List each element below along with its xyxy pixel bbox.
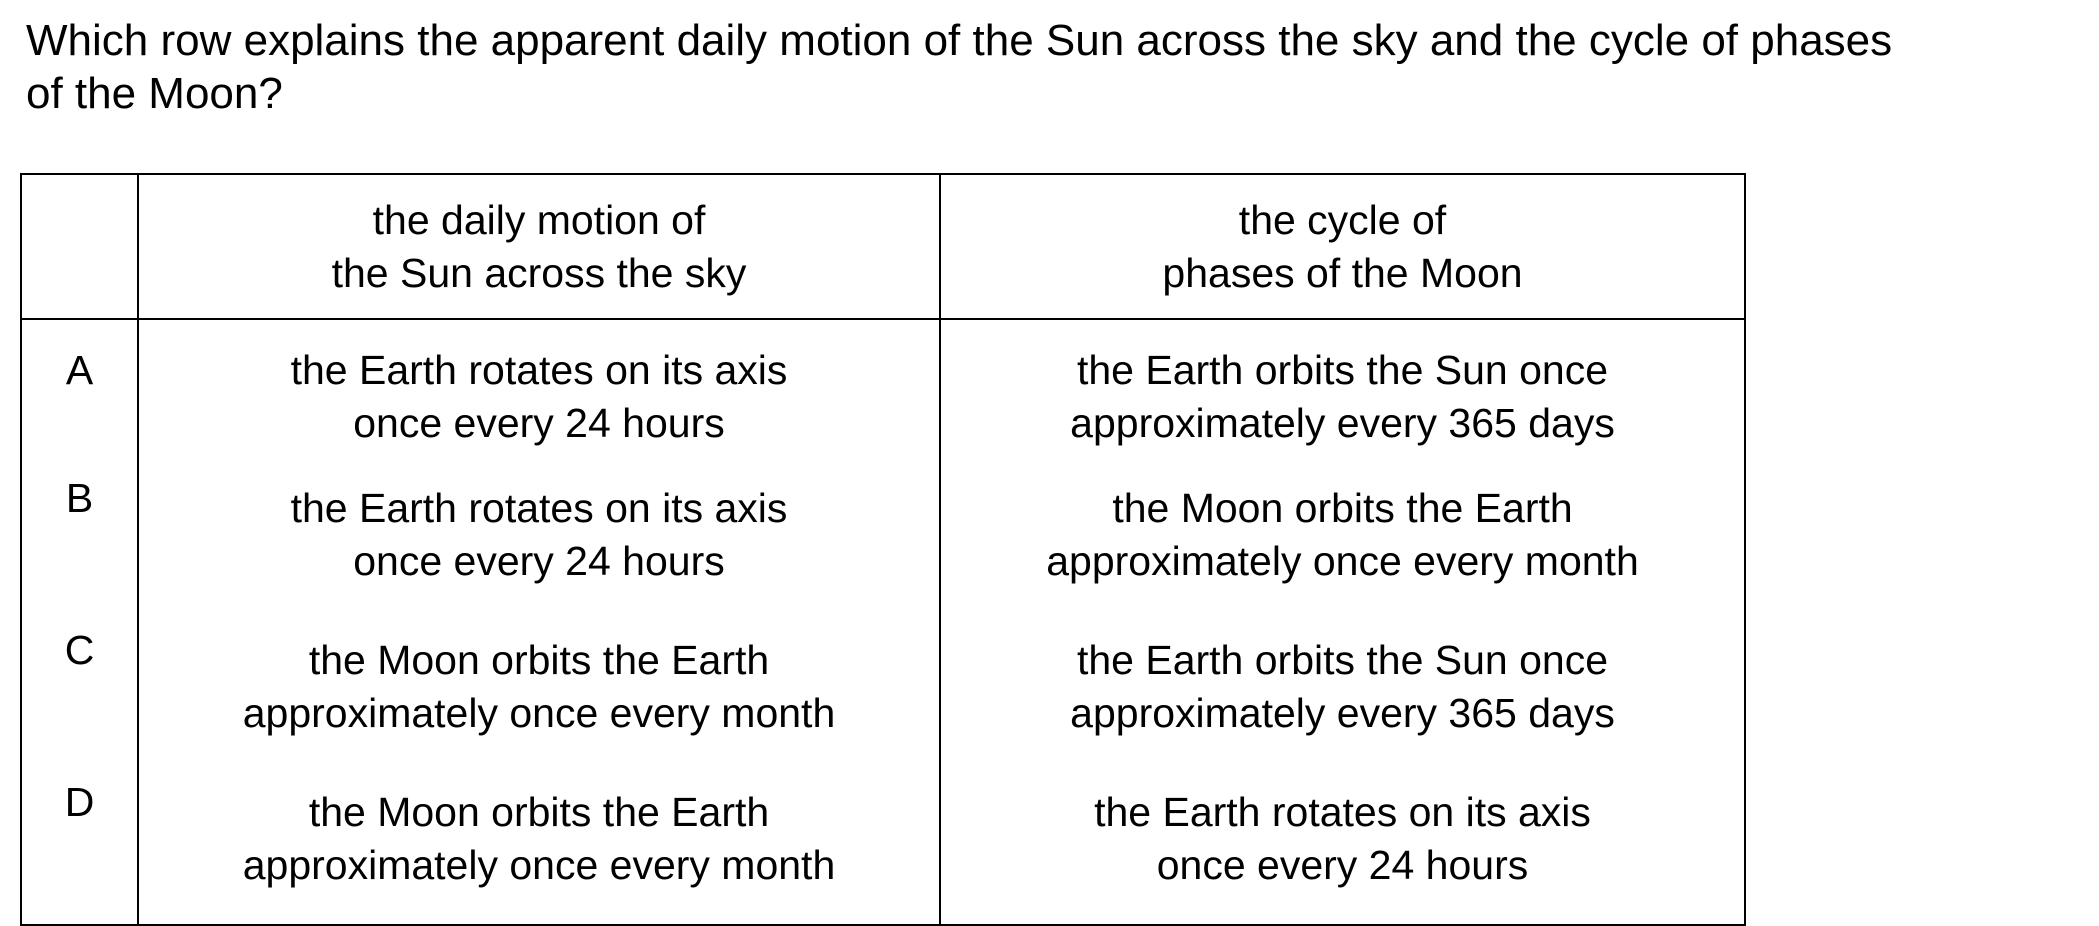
option-letter-d: D bbox=[21, 776, 138, 925]
row-d-moon-phases-line-1: the Earth rotates on its axis bbox=[1094, 789, 1591, 835]
row-d-moon-phases-line-2: once every 24 hours bbox=[1156, 842, 1529, 888]
row-b-moon-phases-line-2: approximately once every month bbox=[1046, 538, 1639, 584]
row-b-daily-motion-line-1: the Earth rotates on its axis bbox=[290, 485, 788, 531]
header-daily-motion-line-1: the daily motion of bbox=[372, 196, 706, 243]
header-moon-phases-line-1: the cycle of bbox=[1238, 196, 1447, 243]
option-letter-b: B bbox=[21, 472, 138, 624]
row-b-daily-motion-line-2: once every 24 hours bbox=[353, 538, 725, 584]
row-a-daily-motion-line-2: once every 24 hours bbox=[353, 400, 725, 446]
answer-table bbox=[20, 173, 1746, 926]
table-row-a bbox=[21, 319, 1745, 472]
table-row-b bbox=[21, 472, 1745, 624]
row-a-moon-phases-line-2: approximately every 365 days bbox=[1070, 400, 1615, 446]
row-a-daily-motion-line-1: the Earth rotates on its axis bbox=[290, 347, 788, 393]
row-d-daily-motion-line-2: approximately once every month bbox=[242, 842, 836, 888]
row-c-moon-phases-line-1: the Earth orbits the Sun once bbox=[1076, 637, 1609, 683]
row-b-moon-phases bbox=[940, 472, 1745, 624]
header-empty-cell bbox=[21, 174, 138, 319]
table-row-c bbox=[21, 624, 1745, 776]
row-c-daily-motion-line-1: the Moon orbits the Earth bbox=[308, 637, 770, 683]
row-a-daily-motion bbox=[138, 319, 940, 472]
option-letter-c: C bbox=[21, 624, 138, 776]
header-moon-phases-line-2: phases of the Moon bbox=[1162, 249, 1523, 296]
header-daily-motion-line-2: the Sun across the sky bbox=[331, 249, 747, 296]
row-a-moon-phases-line-1: the Earth orbits the Sun once bbox=[1076, 347, 1609, 393]
option-letter-a: A bbox=[21, 319, 138, 472]
row-c-daily-motion-line-2: approximately once every month bbox=[242, 690, 836, 736]
question-line-2: of the Moon? bbox=[26, 69, 283, 118]
row-b-moon-phases-line-1: the Moon orbits the Earth bbox=[1112, 485, 1573, 531]
row-a-moon-phases bbox=[940, 319, 1745, 472]
row-d-daily-motion-line-1: the Moon orbits the Earth bbox=[308, 789, 770, 835]
row-c-daily-motion bbox=[138, 624, 940, 776]
header-moon-phases bbox=[940, 174, 1745, 319]
question-text bbox=[26, 14, 2026, 120]
row-c-moon-phases-line-2: approximately every 365 days bbox=[1070, 690, 1615, 736]
header-daily-motion bbox=[138, 174, 940, 319]
row-c-moon-phases bbox=[940, 624, 1745, 776]
question-line-1: Which row explains the apparent daily motion of the Sun across the sky and the cycle of phases bbox=[26, 16, 1893, 65]
table-header-row bbox=[21, 174, 1745, 319]
row-b-daily-motion bbox=[138, 472, 940, 624]
